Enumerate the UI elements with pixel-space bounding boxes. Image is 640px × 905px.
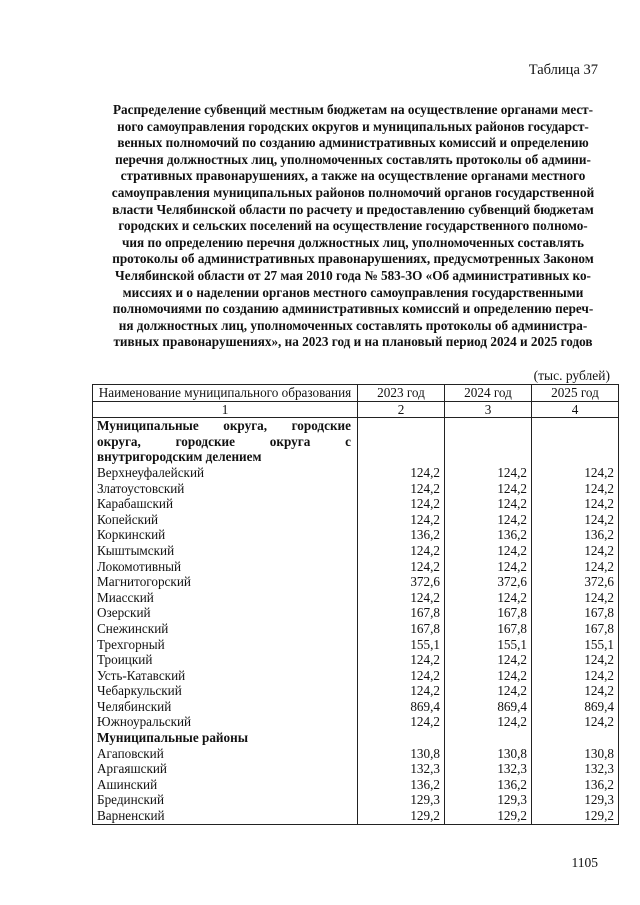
municipality-name: Миасский xyxy=(93,590,358,606)
table-row xyxy=(93,683,619,699)
value-2023: 124,2 xyxy=(358,512,445,528)
empty-cell xyxy=(445,418,532,465)
empty-cell xyxy=(532,418,619,465)
value-2023: 124,2 xyxy=(358,465,445,481)
title-line: самоуправления муниципальных районов полномочий органов государственной xyxy=(111,184,595,200)
value-2023: 124,2 xyxy=(358,543,445,559)
value-2024: 124,2 xyxy=(445,465,532,481)
header-2025: 2025 год xyxy=(532,385,619,402)
units-note: (тыс. рублей) xyxy=(533,368,610,383)
municipality-name: Агаповский xyxy=(93,746,358,762)
value-2025: 167,8 xyxy=(532,605,619,621)
document-title xyxy=(92,102,614,351)
title-line: протоколы об административных правонарушениях, предусмотренных Законом xyxy=(112,251,594,267)
value-2024: 124,2 xyxy=(445,683,532,699)
table-row xyxy=(93,605,619,621)
section-heading: Муниципальные округа, городские округа, городские округа с внутригородским делением xyxy=(93,418,358,465)
municipality-name: Троицкий xyxy=(93,652,358,668)
municipality-name: Трехгорный xyxy=(93,637,358,653)
value-2024: 132,3 xyxy=(445,761,532,777)
table-row xyxy=(93,512,619,528)
table-row xyxy=(93,714,619,730)
column-number: 4 xyxy=(532,401,619,418)
title-line: тивных правонарушениях», на 2023 год и на плановый период 2024 и 2025 годов xyxy=(113,334,593,350)
header-row xyxy=(93,385,619,402)
municipality-name: Златоустовский xyxy=(93,481,358,497)
section-heading: Муниципальные районы xyxy=(93,730,358,746)
value-2025: 124,2 xyxy=(532,465,619,481)
value-2025: 155,1 xyxy=(532,637,619,653)
municipality-name: Локомотивный xyxy=(93,559,358,575)
table-row xyxy=(93,699,619,715)
empty-cell xyxy=(358,418,445,465)
value-2024: 136,2 xyxy=(445,527,532,543)
title-line: чия по определению перечня должностных лиц, уполномоченных составлять xyxy=(122,234,584,250)
municipality-name: Южноуральский xyxy=(93,714,358,730)
value-2024: 124,2 xyxy=(445,543,532,559)
value-2023: 124,2 xyxy=(358,496,445,512)
value-2023: 167,8 xyxy=(358,621,445,637)
municipality-name: Усть-Катавский xyxy=(93,668,358,684)
value-2024: 155,1 xyxy=(445,637,532,653)
municipality-name: Копейский xyxy=(93,512,358,528)
table-row xyxy=(93,792,619,808)
table-row xyxy=(93,637,619,653)
value-2023: 124,2 xyxy=(358,652,445,668)
table-row xyxy=(93,543,619,559)
value-2024: 129,2 xyxy=(445,808,532,824)
value-2025: 136,2 xyxy=(532,527,619,543)
value-2023: 124,2 xyxy=(358,714,445,730)
section-row xyxy=(93,730,619,746)
value-2024: 167,8 xyxy=(445,605,532,621)
title-line: венных полномочий по созданию административных комиссий и определению xyxy=(117,135,589,151)
municipality-name: Снежинский xyxy=(93,621,358,637)
value-2024: 136,2 xyxy=(445,777,532,793)
municipality-name: Аргаяшский xyxy=(93,761,358,777)
value-2024: 124,2 xyxy=(445,590,532,606)
value-2025: 869,4 xyxy=(532,699,619,715)
empty-cell xyxy=(445,730,532,746)
header-2024: 2024 год xyxy=(445,385,532,402)
value-2025: 132,3 xyxy=(532,761,619,777)
value-2025: 136,2 xyxy=(532,777,619,793)
municipality-name: Брединский xyxy=(93,792,358,808)
table-row xyxy=(93,574,619,590)
title-line: ного самоуправления городских округов и муниципальных районов государст- xyxy=(117,118,589,134)
value-2023: 167,8 xyxy=(358,605,445,621)
table-body xyxy=(93,418,619,824)
value-2024: 124,2 xyxy=(445,714,532,730)
value-2024: 124,2 xyxy=(445,652,532,668)
value-2023: 129,2 xyxy=(358,808,445,824)
value-2024: 372,6 xyxy=(445,574,532,590)
title-line: власти Челябинской области по расчету и предоставлению субвенций бюджетам xyxy=(112,201,594,217)
value-2023: 124,2 xyxy=(358,683,445,699)
municipality-name: Коркинский xyxy=(93,527,358,543)
table-row xyxy=(93,465,619,481)
value-2025: 129,3 xyxy=(532,792,619,808)
value-2023: 129,3 xyxy=(358,792,445,808)
table-row xyxy=(93,746,619,762)
title-line: стративных правонарушениях, а также на осуществление органами местного xyxy=(120,168,586,184)
table-row xyxy=(93,777,619,793)
value-2023: 132,3 xyxy=(358,761,445,777)
table-row xyxy=(93,559,619,575)
value-2023: 124,2 xyxy=(358,668,445,684)
value-2023: 124,2 xyxy=(358,481,445,497)
municipality-name: Магнитогорский xyxy=(93,574,358,590)
title-line: перечня должностных лиц, уполномоченных составлять протоколы об админи- xyxy=(115,151,591,167)
column-number: 1 xyxy=(93,401,358,418)
municipality-name: Ашинский xyxy=(93,777,358,793)
value-2023: 130,8 xyxy=(358,746,445,762)
municipality-name: Карабашский xyxy=(93,496,358,512)
table-label: Таблица 37 xyxy=(528,62,598,78)
table-row xyxy=(93,652,619,668)
municipality-name: Озерский xyxy=(93,605,358,621)
title-line: Распределение субвенций местным бюджетам на осуществление органами мест- xyxy=(112,102,594,117)
empty-cell xyxy=(532,730,619,746)
value-2023: 869,4 xyxy=(358,699,445,715)
column-number-row xyxy=(93,401,619,418)
value-2025: 124,2 xyxy=(532,512,619,528)
table-row xyxy=(93,481,619,497)
title-line: Челябинской области от 27 мая 2010 года № 583-ЗО «Об административных ко- xyxy=(115,267,591,283)
value-2025: 124,2 xyxy=(532,481,619,497)
title-line: ня должностных лиц, уполномоченных составлять протоколы об администра- xyxy=(118,317,588,333)
table-row xyxy=(93,496,619,512)
value-2024: 129,3 xyxy=(445,792,532,808)
value-2023: 124,2 xyxy=(358,590,445,606)
value-2025: 124,2 xyxy=(532,559,619,575)
value-2025: 130,8 xyxy=(532,746,619,762)
subsidy-table xyxy=(92,384,619,825)
value-2024: 124,2 xyxy=(445,496,532,512)
value-2023: 124,2 xyxy=(358,559,445,575)
value-2025: 124,2 xyxy=(532,543,619,559)
header-2023: 2023 год xyxy=(358,385,445,402)
table-row xyxy=(93,621,619,637)
municipality-name: Чебаркульский xyxy=(93,683,358,699)
title-line: полномочиями по созданию административных комиссий и определению переч- xyxy=(112,301,594,317)
value-2023: 136,2 xyxy=(358,527,445,543)
value-2024: 869,4 xyxy=(445,699,532,715)
value-2024: 130,8 xyxy=(445,746,532,762)
column-number: 3 xyxy=(445,401,532,418)
header-municipality: Наименование муниципального образования xyxy=(93,385,358,402)
title-line: городских и сельских поселений на осуществление государственного полномо- xyxy=(118,218,588,234)
table-row xyxy=(93,527,619,543)
municipality-name: Варненский xyxy=(93,808,358,824)
section-row xyxy=(93,418,619,465)
table-row xyxy=(93,668,619,684)
title-line: миссиях и о наделении органов местного самоуправления государственными xyxy=(122,284,584,300)
value-2025: 124,2 xyxy=(532,668,619,684)
value-2025: 124,2 xyxy=(532,590,619,606)
municipality-name: Кыштымский xyxy=(93,543,358,559)
value-2025: 124,2 xyxy=(532,683,619,699)
value-2025: 167,8 xyxy=(532,621,619,637)
table-row xyxy=(93,590,619,606)
value-2025: 124,2 xyxy=(532,714,619,730)
table-row xyxy=(93,808,619,824)
value-2025: 129,2 xyxy=(532,808,619,824)
value-2025: 372,6 xyxy=(532,574,619,590)
empty-cell xyxy=(358,730,445,746)
page-number: 1105 xyxy=(571,855,598,870)
municipality-name: Челябинский xyxy=(93,699,358,715)
value-2024: 167,8 xyxy=(445,621,532,637)
table-header xyxy=(93,385,619,418)
value-2023: 372,6 xyxy=(358,574,445,590)
value-2024: 124,2 xyxy=(445,512,532,528)
column-number: 2 xyxy=(358,401,445,418)
value-2024: 124,2 xyxy=(445,481,532,497)
value-2023: 155,1 xyxy=(358,637,445,653)
value-2024: 124,2 xyxy=(445,559,532,575)
value-2024: 124,2 xyxy=(445,668,532,684)
value-2025: 124,2 xyxy=(532,496,619,512)
table-row xyxy=(93,761,619,777)
value-2025: 124,2 xyxy=(532,652,619,668)
value-2023: 136,2 xyxy=(358,777,445,793)
municipality-name: Верхнеуфалейский xyxy=(93,465,358,481)
